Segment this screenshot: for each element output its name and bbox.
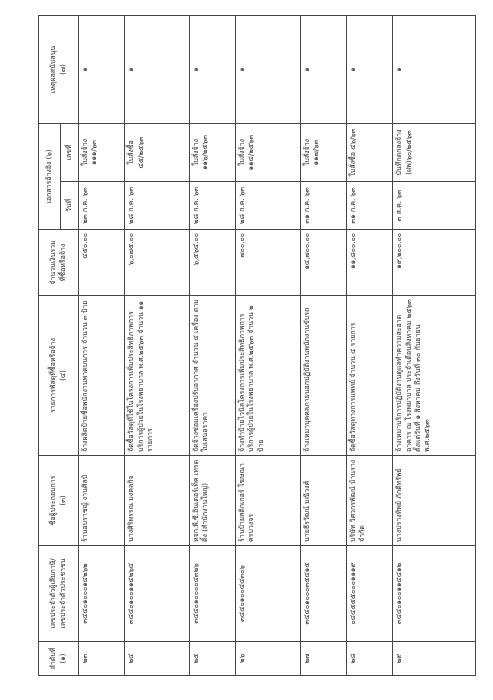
procurement-table bbox=[38, 15, 476, 676]
cell-amount: ๑๑,๘๐๐.๐๐ bbox=[346, 230, 392, 296]
cell-reason: ๑ bbox=[300, 15, 346, 123]
cell-amount: ๔๕๐.๐๐ bbox=[79, 230, 125, 296]
table-row bbox=[393, 15, 476, 675]
table-row bbox=[125, 15, 190, 675]
cell-code: ๓๔๔๐๑๐๐๐๓๕๔๑๕ bbox=[300, 546, 346, 642]
header-vendor: ชื่อผู้ประกอบการ (๓) bbox=[39, 456, 79, 546]
cell-no: ๒๓ bbox=[79, 642, 125, 676]
cell-vendor: ร้านอบราชญ์ งานศิลป์ bbox=[79, 456, 125, 546]
cell-code: ๓๔๔๐๑๐๐๐๐๔๓๒๖ bbox=[189, 546, 235, 642]
cell-no: ๒๗ bbox=[300, 642, 346, 676]
cell-date: ๒๘ ก.ค. ๖๓ bbox=[236, 182, 301, 230]
cell-no: ๒๙ bbox=[393, 642, 476, 676]
cell-date: ๒๘ ก.ค. ๖๓ bbox=[125, 182, 190, 230]
cell-docno: ใบสั่งซื้อ ๔๕/๒๕๖๓ bbox=[125, 123, 190, 181]
table-row bbox=[79, 15, 125, 675]
header-no: ลำดับที่ (๑) bbox=[39, 642, 79, 676]
header-amount: จำนวนเงินรวม ที่ซื้อหรือจ้าง bbox=[39, 230, 79, 296]
cell-vendor: นางศิริพรรณ มงคลกิจ bbox=[125, 456, 190, 546]
rotated-table-container bbox=[38, 16, 476, 676]
cell-docno: ใบสั่งจ้าง ๑๑๖/๒๕๖๓ bbox=[189, 123, 235, 181]
cell-code: ๓๔๔๐๑๐๐๔๔๓๐๖ bbox=[236, 546, 301, 642]
cell-code: ๓๔๔๐๑๐๐๑๑๔๔๑๒ bbox=[393, 546, 476, 642]
cell-docno: บันทึกตกลงจ้าง (ฝพ)๖๐/๒๕๖๓ bbox=[393, 123, 476, 181]
cell-docno: ใบสั่งจ้าง ๑๑๗/๖๓ bbox=[300, 123, 346, 181]
table-row bbox=[189, 15, 235, 675]
header-code: เลขประจำตัวผู้เสียภาษี/ เลขประจำตัวประชาชน bbox=[39, 546, 79, 642]
cell-reason: ๑ bbox=[79, 15, 125, 123]
header-evidence: เอกสารอ้างอิง (๖) bbox=[39, 123, 61, 229]
header-item: รายการพัสดุที่ซื้อหรือจ้าง (๔) bbox=[39, 296, 79, 456]
cell-no: ๒๔ bbox=[125, 642, 190, 676]
cell-date: ๒๘ ก.ค. ๖๓ bbox=[189, 182, 235, 230]
cell-item: จ้างทำป้ายไวนิลโครงการเพิ่มประสิทธิภาพการบริการผู้ป่วยในโรงพยาบาล พ.ศ.๒๕๖๓ จำนวน ๒ ป้าย bbox=[236, 296, 301, 456]
table-row bbox=[236, 15, 301, 675]
cell-no: ๒๖ bbox=[236, 642, 301, 676]
cell-no: ๒๕ bbox=[189, 642, 235, 676]
cell-amount: ๑๙,๒๐๐.๐๐ bbox=[393, 230, 476, 296]
cell-reason: ๑ bbox=[236, 15, 301, 123]
cell-code: ๐๔๔๕๕๕๐๐๐๑๑๑๙ bbox=[346, 546, 392, 642]
cell-amount: ๖,๕๖๔.๐๐ bbox=[189, 230, 235, 296]
cell-date: ๒๓ ก.ค. ๖๓ bbox=[79, 182, 125, 230]
cell-docno: ใบสั่งจ้าง ๑๑๑/๖๓ bbox=[79, 123, 125, 181]
cell-no: ๒๘ bbox=[346, 642, 392, 676]
cell-reason: ๑ bbox=[346, 15, 392, 123]
cell-date: ๓ ส.ค. ๖๓ bbox=[393, 182, 476, 230]
cell-date: ๓๑ ก.ค. ๖๓ bbox=[300, 182, 346, 230]
cell-item: จัดซื้อวัสดุทางการแพทย์ จำนวน ๔ รายการ bbox=[346, 296, 392, 456]
cell-item: จัดจ้างซ่อมเครื่องปรับอากาศ จำนวน ๔ เครื่อง ตามใบเสนอราคา bbox=[189, 296, 235, 456]
cell-code: ๓๔๔๐๑๐๐๑๑๔๒๖๔ bbox=[125, 546, 190, 642]
cell-amount: ๗๐๐.๐๐ bbox=[236, 230, 301, 296]
cell-reason: ๑ bbox=[125, 15, 190, 123]
cell-docno: ใบสั่งจ้าง ๑๑๔/๒๕๖๓ bbox=[236, 123, 301, 181]
cell-vendor: บริษัท วิศวกรพัฒน์ บ้านราง จำกัด bbox=[346, 456, 392, 546]
cell-item: จัดซื้อวัสดุที่ใช้ในโครงการเพิ่มประสิทธิภาพการบริการผู้ป่วยในโรงพยาบาล พ.ศ.๒๕๖๓ จำนวน ๑๑ รายการ bbox=[125, 296, 190, 456]
header-reason: เหตุผลสนับสนุน (๗) bbox=[39, 15, 79, 123]
cell-item: จ้างเหมาบริการปฏิบัติงานดูแลทำความสะอาดอาคาร ณ โรงพยาบาล ประจำเดือนสิงหาคม ๒๕๖๓ ตั้งแต่วันที่ ๑ สิงหาคม ถึงวันที่ ๓๐ กันยายน พ.ศ.๒๕๖๓ bbox=[393, 296, 476, 456]
cell-vendor: นางปรางทิพย์ ภักดีทรัพย์ bbox=[393, 456, 476, 546]
cell-date: ๓๑ ก.ค. ๖๓ bbox=[346, 182, 392, 230]
cell-item: จ้างผลิตป้ายชื่อพนักงานพาดบนการ จำนวน ๓ ป้าย bbox=[79, 296, 125, 456]
cell-amount: ๑๔,๗๐๐.๐๐ bbox=[300, 230, 346, 296]
cell-vendor: หจก.พี.ซี.อินเตอร์เท็ค เทรดดิ้ง (สำนักงานใหญ่) bbox=[189, 456, 235, 546]
cell-vendor: นายธีรวัฒน์ มณีวงศ์ bbox=[300, 456, 346, 546]
cell-code: ๓๔๔๐๑๐๐๐๑๔๒๖๒ bbox=[79, 546, 125, 642]
cell-reason: ๑ bbox=[189, 15, 235, 123]
header-docno: เลขที่ bbox=[61, 123, 79, 181]
cell-amount: ๖,๐๗๕.๐๐ bbox=[125, 230, 190, 296]
cell-vendor: ร้านป้ายสติกเกอร์ โฆษณาครบวงจร bbox=[236, 456, 301, 546]
cell-docno: ใบสั่งซื้อ ๔๖/๖๓ bbox=[346, 123, 392, 181]
table-row bbox=[346, 15, 392, 675]
table-row bbox=[300, 15, 346, 675]
cell-item: จ้างเหมาบุคคลภายนอกปฏิบัติงานพนักงานขับรถ bbox=[300, 296, 346, 456]
cell-reason: ๑ bbox=[393, 15, 476, 123]
header-date: วันที่ bbox=[61, 182, 79, 230]
